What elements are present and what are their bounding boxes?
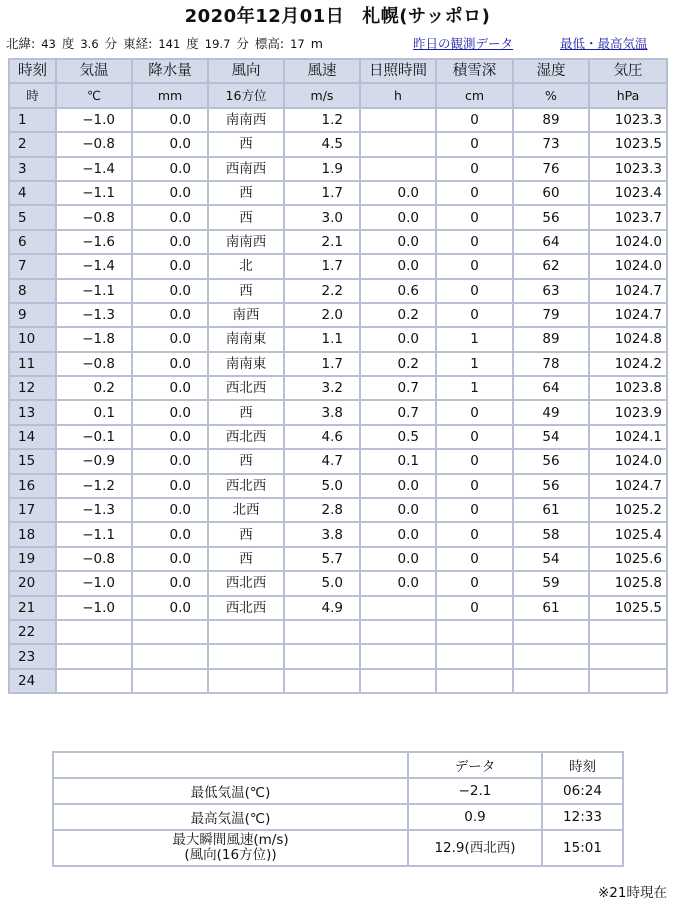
cell-temperature: −1.0 bbox=[56, 108, 132, 132]
cell-sunshine: 0.0 bbox=[360, 474, 436, 498]
cell-wind-direction: 西 bbox=[208, 205, 284, 229]
cell-sunshine: 0.0 bbox=[360, 327, 436, 351]
cell-hour: 17 bbox=[9, 498, 56, 522]
min-max-temperature-link[interactable]: 最低・最高気温 bbox=[560, 36, 648, 51]
cell-temperature bbox=[56, 620, 132, 644]
cell-precipitation: 0.0 bbox=[132, 157, 208, 181]
cell-precipitation: 0.0 bbox=[132, 108, 208, 132]
cell-snow-depth: 0 bbox=[436, 474, 513, 498]
cell-temperature: −0.9 bbox=[56, 449, 132, 473]
cell-hour: 23 bbox=[9, 644, 56, 668]
cell-snow-depth: 0 bbox=[436, 254, 513, 278]
cell-wind-direction: 西 bbox=[208, 449, 284, 473]
cell-sunshine: 0.0 bbox=[360, 571, 436, 595]
cell-humidity: 56 bbox=[513, 449, 589, 473]
col-header-wind-direction: 風向 bbox=[208, 59, 284, 83]
cell-precipitation: 0.0 bbox=[132, 230, 208, 254]
cell-humidity: 89 bbox=[513, 327, 589, 351]
col-header-sunshine: 日照時間 bbox=[360, 59, 436, 83]
table-row bbox=[9, 644, 667, 668]
cell-snow-depth: 0 bbox=[436, 571, 513, 595]
cell-humidity: 54 bbox=[513, 547, 589, 571]
cell-pressure: 1024.2 bbox=[589, 352, 667, 376]
cell-wind-speed: 2.1 bbox=[284, 230, 360, 254]
cell-sunshine: 0.7 bbox=[360, 400, 436, 424]
cell-wind-direction: 西 bbox=[208, 400, 284, 424]
summary-header-blank bbox=[53, 752, 408, 778]
cell-pressure: 1024.0 bbox=[589, 230, 667, 254]
table-row bbox=[9, 474, 667, 498]
unit-wind-speed: m/s bbox=[284, 83, 360, 107]
col-header-hour: 時刻 bbox=[9, 59, 56, 83]
cell-pressure: 1025.4 bbox=[589, 522, 667, 546]
cell-temperature bbox=[56, 669, 132, 693]
cell-humidity bbox=[513, 620, 589, 644]
cell-wind-speed: 4.7 bbox=[284, 449, 360, 473]
cell-humidity: 62 bbox=[513, 254, 589, 278]
col-header-snow-depth: 積雪深 bbox=[436, 59, 513, 83]
cell-temperature: −0.8 bbox=[56, 547, 132, 571]
table-row bbox=[9, 157, 667, 181]
cell-sunshine: 0.2 bbox=[360, 352, 436, 376]
cell-snow-depth: 1 bbox=[436, 352, 513, 376]
cell-precipitation: 0.0 bbox=[132, 279, 208, 303]
cell-hour: 1 bbox=[9, 108, 56, 132]
summary-value: 0.9 bbox=[408, 804, 542, 830]
cell-hour: 3 bbox=[9, 157, 56, 181]
cell-hour: 2 bbox=[9, 132, 56, 156]
cell-temperature: −0.8 bbox=[56, 352, 132, 376]
cell-snow-depth: 0 bbox=[436, 279, 513, 303]
cell-pressure: 1024.0 bbox=[589, 254, 667, 278]
cell-precipitation: 0.0 bbox=[132, 400, 208, 424]
cell-sunshine: 0.0 bbox=[360, 547, 436, 571]
table-row bbox=[9, 620, 667, 644]
table-row bbox=[9, 327, 667, 351]
cell-temperature: −1.3 bbox=[56, 303, 132, 327]
cell-precipitation bbox=[132, 620, 208, 644]
cell-temperature: −1.2 bbox=[56, 474, 132, 498]
cell-sunshine: 0.5 bbox=[360, 425, 436, 449]
cell-humidity: 73 bbox=[513, 132, 589, 156]
cell-precipitation: 0.0 bbox=[132, 132, 208, 156]
unit-pressure: hPa bbox=[589, 83, 667, 107]
cell-pressure: 1023.8 bbox=[589, 376, 667, 400]
cell-hour: 24 bbox=[9, 669, 56, 693]
cell-pressure: 1023.5 bbox=[589, 132, 667, 156]
cell-wind-speed: 1.2 bbox=[284, 108, 360, 132]
cell-temperature: −1.0 bbox=[56, 596, 132, 620]
unit-temperature: ℃ bbox=[56, 83, 132, 107]
summary-time: 06:24 bbox=[542, 778, 623, 804]
cell-wind-speed bbox=[284, 644, 360, 668]
cell-wind-direction: 西北西 bbox=[208, 425, 284, 449]
cell-wind-direction: 南南西 bbox=[208, 108, 284, 132]
cell-pressure: 1023.3 bbox=[589, 157, 667, 181]
cell-temperature: −1.4 bbox=[56, 254, 132, 278]
table-row bbox=[9, 254, 667, 278]
cell-hour: 10 bbox=[9, 327, 56, 351]
cell-hour: 16 bbox=[9, 474, 56, 498]
cell-sunshine: 0.6 bbox=[360, 279, 436, 303]
table-row bbox=[9, 571, 667, 595]
cell-humidity: 56 bbox=[513, 205, 589, 229]
cell-sunshine bbox=[360, 108, 436, 132]
table-row bbox=[9, 181, 667, 205]
cell-wind-direction: 北 bbox=[208, 254, 284, 278]
cell-humidity: 78 bbox=[513, 352, 589, 376]
cell-sunshine bbox=[360, 596, 436, 620]
cell-wind-direction: 西 bbox=[208, 181, 284, 205]
cell-precipitation: 0.0 bbox=[132, 425, 208, 449]
unit-sunshine: h bbox=[360, 83, 436, 107]
cell-snow-depth bbox=[436, 669, 513, 693]
cell-humidity: 64 bbox=[513, 376, 589, 400]
cell-snow-depth: 0 bbox=[436, 303, 513, 327]
cell-sunshine bbox=[360, 644, 436, 668]
cell-pressure: 1024.7 bbox=[589, 474, 667, 498]
cell-hour: 7 bbox=[9, 254, 56, 278]
cell-wind-direction: 西北西 bbox=[208, 376, 284, 400]
cell-sunshine: 0.0 bbox=[360, 498, 436, 522]
table-row bbox=[9, 596, 667, 620]
cell-temperature: −1.8 bbox=[56, 327, 132, 351]
cell-hour: 11 bbox=[9, 352, 56, 376]
cell-precipitation bbox=[132, 669, 208, 693]
cell-wind-speed: 3.8 bbox=[284, 522, 360, 546]
cell-wind-speed: 5.0 bbox=[284, 474, 360, 498]
cell-wind-direction: 西北西 bbox=[208, 596, 284, 620]
table-row bbox=[9, 205, 667, 229]
cell-temperature: −1.1 bbox=[56, 279, 132, 303]
cell-snow-depth: 0 bbox=[436, 596, 513, 620]
summary-header-data: データ bbox=[408, 752, 542, 778]
summary-time: 12:33 bbox=[542, 804, 623, 830]
cell-hour: 20 bbox=[9, 571, 56, 595]
cell-wind-speed: 1.7 bbox=[284, 181, 360, 205]
cell-precipitation: 0.0 bbox=[132, 254, 208, 278]
cell-snow-depth: 0 bbox=[436, 181, 513, 205]
cell-wind-direction: 西北西 bbox=[208, 571, 284, 595]
cell-wind-speed: 2.8 bbox=[284, 498, 360, 522]
cell-precipitation: 0.0 bbox=[132, 547, 208, 571]
col-header-precipitation: 降水量 bbox=[132, 59, 208, 83]
table-row bbox=[9, 522, 667, 546]
cell-snow-depth: 0 bbox=[436, 205, 513, 229]
cell-sunshine bbox=[360, 132, 436, 156]
daily-summary-table bbox=[52, 751, 624, 867]
cell-hour: 22 bbox=[9, 620, 56, 644]
cell-temperature: −1.1 bbox=[56, 522, 132, 546]
cell-hour: 14 bbox=[9, 425, 56, 449]
cell-humidity: 63 bbox=[513, 279, 589, 303]
cell-wind-direction: 西北西 bbox=[208, 474, 284, 498]
cell-temperature: −1.6 bbox=[56, 230, 132, 254]
summary-header-time: 時刻 bbox=[542, 752, 623, 778]
cell-temperature: −1.4 bbox=[56, 157, 132, 181]
cell-wind-speed: 1.7 bbox=[284, 352, 360, 376]
summary-row-min-temp bbox=[53, 778, 623, 804]
cell-wind-direction: 南南東 bbox=[208, 327, 284, 351]
cell-snow-depth: 0 bbox=[436, 108, 513, 132]
cell-hour: 13 bbox=[9, 400, 56, 424]
cell-pressure: 1023.9 bbox=[589, 400, 667, 424]
cell-temperature: −1.0 bbox=[56, 571, 132, 595]
footnote: ※21時現在 bbox=[598, 885, 667, 901]
cell-pressure: 1024.1 bbox=[589, 425, 667, 449]
cell-humidity: 76 bbox=[513, 157, 589, 181]
summary-label: 最低気温(℃) bbox=[53, 778, 408, 804]
cell-snow-depth: 0 bbox=[436, 425, 513, 449]
table-row bbox=[9, 498, 667, 522]
cell-precipitation: 0.0 bbox=[132, 522, 208, 546]
column-header-row bbox=[9, 59, 667, 83]
cell-hour: 5 bbox=[9, 205, 56, 229]
cell-wind-direction: 南南西 bbox=[208, 230, 284, 254]
cell-wind-speed: 4.6 bbox=[284, 425, 360, 449]
cell-wind-direction: 西南西 bbox=[208, 157, 284, 181]
cell-pressure bbox=[589, 644, 667, 668]
cell-sunshine bbox=[360, 669, 436, 693]
cell-snow-depth: 0 bbox=[436, 132, 513, 156]
table-row bbox=[9, 352, 667, 376]
cell-temperature: −0.8 bbox=[56, 132, 132, 156]
cell-hour: 21 bbox=[9, 596, 56, 620]
hourly-observation-table bbox=[8, 58, 668, 694]
cell-wind-direction bbox=[208, 620, 284, 644]
col-header-pressure: 気圧 bbox=[589, 59, 667, 83]
table-row bbox=[9, 132, 667, 156]
cell-pressure: 1023.3 bbox=[589, 108, 667, 132]
cell-precipitation: 0.0 bbox=[132, 449, 208, 473]
cell-precipitation: 0.0 bbox=[132, 376, 208, 400]
cell-wind-speed: 1.9 bbox=[284, 157, 360, 181]
cell-sunshine bbox=[360, 157, 436, 181]
cell-wind-speed: 4.5 bbox=[284, 132, 360, 156]
cell-snow-depth bbox=[436, 620, 513, 644]
cell-snow-depth: 0 bbox=[436, 230, 513, 254]
table-row bbox=[9, 449, 667, 473]
cell-sunshine bbox=[360, 620, 436, 644]
table-row bbox=[9, 108, 667, 132]
cell-humidity: 89 bbox=[513, 108, 589, 132]
cell-wind-speed: 2.0 bbox=[284, 303, 360, 327]
summary-value: 12.9(西北西) bbox=[408, 830, 542, 866]
cell-temperature: −1.1 bbox=[56, 181, 132, 205]
cell-precipitation: 0.0 bbox=[132, 303, 208, 327]
cell-wind-direction: 北西 bbox=[208, 498, 284, 522]
cell-pressure: 1023.4 bbox=[589, 181, 667, 205]
cell-hour: 4 bbox=[9, 181, 56, 205]
summary-label: 最高気温(℃) bbox=[53, 804, 408, 830]
cell-hour: 12 bbox=[9, 376, 56, 400]
unit-hour: 時 bbox=[9, 83, 56, 107]
cell-hour: 9 bbox=[9, 303, 56, 327]
cell-snow-depth: 0 bbox=[436, 547, 513, 571]
cell-hour: 6 bbox=[9, 230, 56, 254]
cell-precipitation: 0.0 bbox=[132, 498, 208, 522]
cell-humidity: 54 bbox=[513, 425, 589, 449]
cell-sunshine: 0.0 bbox=[360, 522, 436, 546]
cell-hour: 15 bbox=[9, 449, 56, 473]
cell-wind-direction: 西 bbox=[208, 132, 284, 156]
cell-sunshine: 0.0 bbox=[360, 205, 436, 229]
cell-sunshine: 0.0 bbox=[360, 254, 436, 278]
table-row bbox=[9, 669, 667, 693]
cell-hour: 8 bbox=[9, 279, 56, 303]
summary-time: 15:01 bbox=[542, 830, 623, 866]
cell-humidity: 79 bbox=[513, 303, 589, 327]
cell-pressure: 1024.8 bbox=[589, 327, 667, 351]
cell-pressure: 1025.8 bbox=[589, 571, 667, 595]
cell-wind-speed: 5.7 bbox=[284, 547, 360, 571]
table-row bbox=[9, 547, 667, 571]
cell-pressure: 1023.7 bbox=[589, 205, 667, 229]
cell-wind-direction: 南南東 bbox=[208, 352, 284, 376]
cell-wind-direction bbox=[208, 669, 284, 693]
cell-precipitation: 0.0 bbox=[132, 596, 208, 620]
cell-wind-direction: 南西 bbox=[208, 303, 284, 327]
yesterday-data-link[interactable]: 昨日の観測データ bbox=[413, 36, 514, 51]
table-row bbox=[9, 303, 667, 327]
cell-sunshine: 0.7 bbox=[360, 376, 436, 400]
cell-humidity: 61 bbox=[513, 596, 589, 620]
cell-snow-depth: 0 bbox=[436, 400, 513, 424]
table-row bbox=[9, 376, 667, 400]
summary-row-max-temp bbox=[53, 804, 623, 830]
cell-humidity: 58 bbox=[513, 522, 589, 546]
cell-sunshine: 0.0 bbox=[360, 230, 436, 254]
unit-precipitation: mm bbox=[132, 83, 208, 107]
cell-snow-depth: 0 bbox=[436, 449, 513, 473]
cell-pressure bbox=[589, 620, 667, 644]
cell-humidity: 56 bbox=[513, 474, 589, 498]
cell-snow-depth: 0 bbox=[436, 522, 513, 546]
cell-temperature bbox=[56, 644, 132, 668]
cell-wind-speed: 3.8 bbox=[284, 400, 360, 424]
cell-precipitation: 0.0 bbox=[132, 327, 208, 351]
summary-row-max-gust bbox=[53, 830, 623, 866]
cell-precipitation bbox=[132, 644, 208, 668]
cell-precipitation: 0.0 bbox=[132, 205, 208, 229]
unit-humidity: % bbox=[513, 83, 589, 107]
cell-wind-speed: 3.0 bbox=[284, 205, 360, 229]
cell-precipitation: 0.0 bbox=[132, 352, 208, 376]
cell-pressure: 1024.7 bbox=[589, 279, 667, 303]
cell-snow-depth bbox=[436, 644, 513, 668]
unit-wind-direction: 16方位 bbox=[208, 83, 284, 107]
cell-snow-depth: 0 bbox=[436, 498, 513, 522]
cell-wind-speed: 1.7 bbox=[284, 254, 360, 278]
table-row bbox=[9, 400, 667, 424]
cell-wind-speed: 2.2 bbox=[284, 279, 360, 303]
cell-hour: 18 bbox=[9, 522, 56, 546]
cell-pressure bbox=[589, 669, 667, 693]
cell-pressure: 1024.0 bbox=[589, 449, 667, 473]
cell-precipitation: 0.0 bbox=[132, 474, 208, 498]
station-info: 北緯: 43 度 3.6 分 東経: 141 度 19.7 分 標高: 17 m 昨日の観測データ 最低・最高気温 bbox=[6, 36, 648, 51]
cell-wind-direction: 西 bbox=[208, 547, 284, 571]
unit-row bbox=[9, 83, 667, 107]
summary-header-row bbox=[53, 752, 623, 778]
cell-sunshine: 0.1 bbox=[360, 449, 436, 473]
cell-wind-speed bbox=[284, 669, 360, 693]
cell-precipitation: 0.0 bbox=[132, 181, 208, 205]
cell-pressure: 1025.5 bbox=[589, 596, 667, 620]
cell-humidity: 61 bbox=[513, 498, 589, 522]
cell-snow-depth: 0 bbox=[436, 157, 513, 181]
col-header-wind-speed: 風速 bbox=[284, 59, 360, 83]
page-title bbox=[0, 2, 675, 28]
cell-sunshine: 0.2 bbox=[360, 303, 436, 327]
cell-humidity: 60 bbox=[513, 181, 589, 205]
cell-wind-direction: 西 bbox=[208, 279, 284, 303]
table-row bbox=[9, 279, 667, 303]
table-row bbox=[9, 425, 667, 449]
cell-hour: 19 bbox=[9, 547, 56, 571]
cell-wind-speed: 4.9 bbox=[284, 596, 360, 620]
cell-snow-depth: 1 bbox=[436, 327, 513, 351]
observation-date: 2020年12月01日 bbox=[184, 6, 345, 27]
cell-wind-speed bbox=[284, 620, 360, 644]
cell-humidity bbox=[513, 644, 589, 668]
cell-wind-speed: 1.1 bbox=[284, 327, 360, 351]
cell-pressure: 1025.6 bbox=[589, 547, 667, 571]
station-name: 札幌(サッポロ) bbox=[362, 6, 491, 27]
cell-wind-speed: 3.2 bbox=[284, 376, 360, 400]
unit-snow-depth: cm bbox=[436, 83, 513, 107]
col-header-humidity: 湿度 bbox=[513, 59, 589, 83]
cell-temperature: 0.1 bbox=[56, 400, 132, 424]
cell-snow-depth: 1 bbox=[436, 376, 513, 400]
cell-temperature: −0.1 bbox=[56, 425, 132, 449]
cell-humidity: 64 bbox=[513, 230, 589, 254]
cell-wind-speed: 5.0 bbox=[284, 571, 360, 595]
cell-precipitation: 0.0 bbox=[132, 571, 208, 595]
col-header-temperature: 気温 bbox=[56, 59, 132, 83]
cell-temperature: −0.8 bbox=[56, 205, 132, 229]
cell-humidity bbox=[513, 669, 589, 693]
cell-temperature: −1.3 bbox=[56, 498, 132, 522]
cell-temperature: 0.2 bbox=[56, 376, 132, 400]
cell-pressure: 1024.7 bbox=[589, 303, 667, 327]
table-row bbox=[9, 230, 667, 254]
summary-value: −2.1 bbox=[408, 778, 542, 804]
cell-sunshine: 0.0 bbox=[360, 181, 436, 205]
cell-humidity: 49 bbox=[513, 400, 589, 424]
cell-pressure: 1025.2 bbox=[589, 498, 667, 522]
cell-wind-direction bbox=[208, 644, 284, 668]
cell-wind-direction: 西 bbox=[208, 522, 284, 546]
summary-label: 最大瞬間風速(m/s) (風向(16方位)) bbox=[53, 830, 408, 866]
cell-humidity: 59 bbox=[513, 571, 589, 595]
